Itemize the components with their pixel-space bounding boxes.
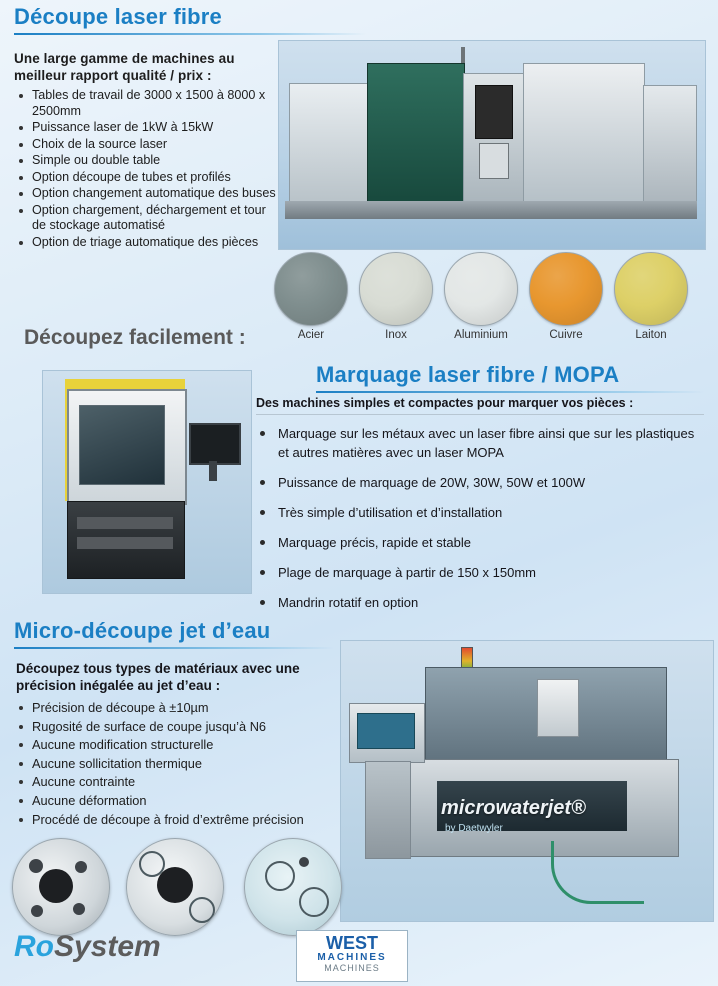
list-item: Aucune déformation xyxy=(16,793,366,810)
list-item: Option changement automatique des buses xyxy=(16,186,278,202)
west-machines-logo xyxy=(296,930,408,982)
list-item: Aucune contrainte xyxy=(16,774,366,791)
materials-row xyxy=(272,252,708,352)
sample-parts-row xyxy=(8,838,360,934)
sample-detail xyxy=(39,869,73,903)
list-item: Mandrin rotatif en option xyxy=(256,593,708,612)
machine-control-panel xyxy=(475,85,513,139)
list-item: Aucune sollicitation thermique xyxy=(16,756,366,773)
list-item: Aucune modification structurelle xyxy=(16,737,366,754)
logo-line-3: MACHINES xyxy=(324,963,380,973)
sample-detail xyxy=(189,897,215,923)
list-item: Puissance de marquage de 20W, 30W, 50W et 100W xyxy=(256,473,708,492)
sample-detail xyxy=(75,861,87,873)
material-item xyxy=(357,252,435,341)
list-item: Choix de la source laser xyxy=(16,137,278,153)
list-item: Marquage sur les métaux avec un laser fibre ainsi que sur les plastiques et autres matières avec un laser MOPA xyxy=(256,424,708,462)
list-item: Rugosité de surface de coupe jusqu’à N6 xyxy=(16,719,366,736)
footer-system-text: System xyxy=(54,930,161,963)
material-label: Laiton xyxy=(635,329,667,341)
sample-detail xyxy=(29,859,43,873)
sample-photo-2 xyxy=(126,838,224,936)
list-item: Tables de travail de 3000 x 1500 à 8000 x 2500mm xyxy=(16,88,278,119)
section2-bullet-list xyxy=(256,424,708,623)
section1-subtitle: Découpez facilement : xyxy=(24,326,246,349)
sample-detail xyxy=(299,887,329,917)
section1-intro: Une large gamme de machines au meilleur rapport qualité / prix : xyxy=(14,51,235,83)
sample-detail xyxy=(73,903,85,915)
material-swatch xyxy=(359,252,433,326)
section-laser-cutting-title xyxy=(14,4,366,35)
waterjet-logo-text: microwaterjet xyxy=(441,797,572,819)
section2-divider xyxy=(256,414,704,415)
laser-cutting-machine-photo xyxy=(278,40,706,250)
machine-body-green xyxy=(367,63,465,207)
list-item: Option chargement, déchargement et tour de stockage automatisé xyxy=(16,203,278,234)
waterjet-logo xyxy=(441,797,586,820)
material-swatch xyxy=(444,252,518,326)
waterjet-machine-photo xyxy=(340,640,714,922)
logo-line-2: MACHINES xyxy=(317,952,387,963)
hose xyxy=(551,841,644,904)
sample-detail xyxy=(31,905,43,917)
material-swatch xyxy=(529,252,603,326)
list-item: Option de triage automatique des pièces xyxy=(16,235,278,251)
section-marking-title xyxy=(316,362,704,393)
marking-machine-photo xyxy=(42,370,252,594)
list-item: Procédé de découpe à froid d’extrême précision xyxy=(16,812,366,829)
section2-intro: Des machines simples et compactes pour marquer vos pièces : xyxy=(256,396,634,410)
list-item: Puissance laser de 1kW à 15kW xyxy=(16,120,278,136)
machine-monitor-stand xyxy=(209,461,217,481)
machine-window xyxy=(79,405,165,485)
list-item: Très simple d’utilisation et d’installation xyxy=(256,503,708,522)
waterjet-logo-sub: by Daetwyler xyxy=(445,823,503,834)
list-item: Simple ou double table xyxy=(16,153,278,169)
sample-photo-3 xyxy=(244,838,342,936)
list-item: Plage de marquage à partir de 150 x 150mm xyxy=(256,563,708,582)
machine-body-left xyxy=(289,83,369,203)
controller-stand xyxy=(365,761,411,859)
section1-heading: Découpe laser fibre xyxy=(14,4,222,29)
material-item xyxy=(527,252,605,341)
section3-rule xyxy=(14,647,334,649)
material-swatch xyxy=(614,252,688,326)
sample-photo-1 xyxy=(12,838,110,936)
sample-detail xyxy=(299,857,309,867)
section1-bullet-list xyxy=(16,88,278,251)
section2-heading: Marquage laser fibre / MOPA xyxy=(316,362,620,387)
section-waterjet-title xyxy=(14,618,334,649)
section3-heading: Micro-découpe jet d’eau xyxy=(14,618,271,643)
waterjet-logo-reg: ® xyxy=(571,797,586,819)
list-item: Précision de découpe à ±10µm xyxy=(16,700,366,717)
machine-drawer xyxy=(77,537,173,549)
material-label: Acier xyxy=(297,329,325,341)
machine-monitor xyxy=(189,423,241,465)
machine-body-enclosure xyxy=(523,63,645,207)
sample-detail xyxy=(157,867,193,903)
material-label: Cuivre xyxy=(549,329,583,341)
machine-body-right xyxy=(643,85,697,207)
logo-line-1: WEST xyxy=(326,933,378,953)
section2-rule xyxy=(316,391,704,393)
cnc-screen xyxy=(357,713,415,749)
material-item xyxy=(442,252,520,341)
sample-detail xyxy=(265,861,295,891)
material-swatch xyxy=(274,252,348,326)
machine-drawer xyxy=(77,517,173,529)
footer-system-wordmark xyxy=(14,930,161,964)
section3-intro: Découpez tous types de matériaux avec une précision inégalée au jet d’eau : xyxy=(16,661,300,693)
list-item: Option découpe de tubes et profilés xyxy=(16,170,278,186)
material-label: Aluminium xyxy=(454,329,508,341)
cutting-head xyxy=(537,679,579,737)
footer-system-prefix: Ro xyxy=(14,930,54,963)
material-item xyxy=(612,252,690,341)
section1-rule xyxy=(14,33,366,35)
machine-screen xyxy=(479,143,509,179)
material-item xyxy=(272,252,350,341)
material-label: Inox xyxy=(385,329,407,341)
machine-base xyxy=(285,201,697,219)
sample-detail xyxy=(139,851,165,877)
section3-bullet-list xyxy=(16,700,366,830)
list-item: Marquage précis, rapide et stable xyxy=(256,533,708,552)
